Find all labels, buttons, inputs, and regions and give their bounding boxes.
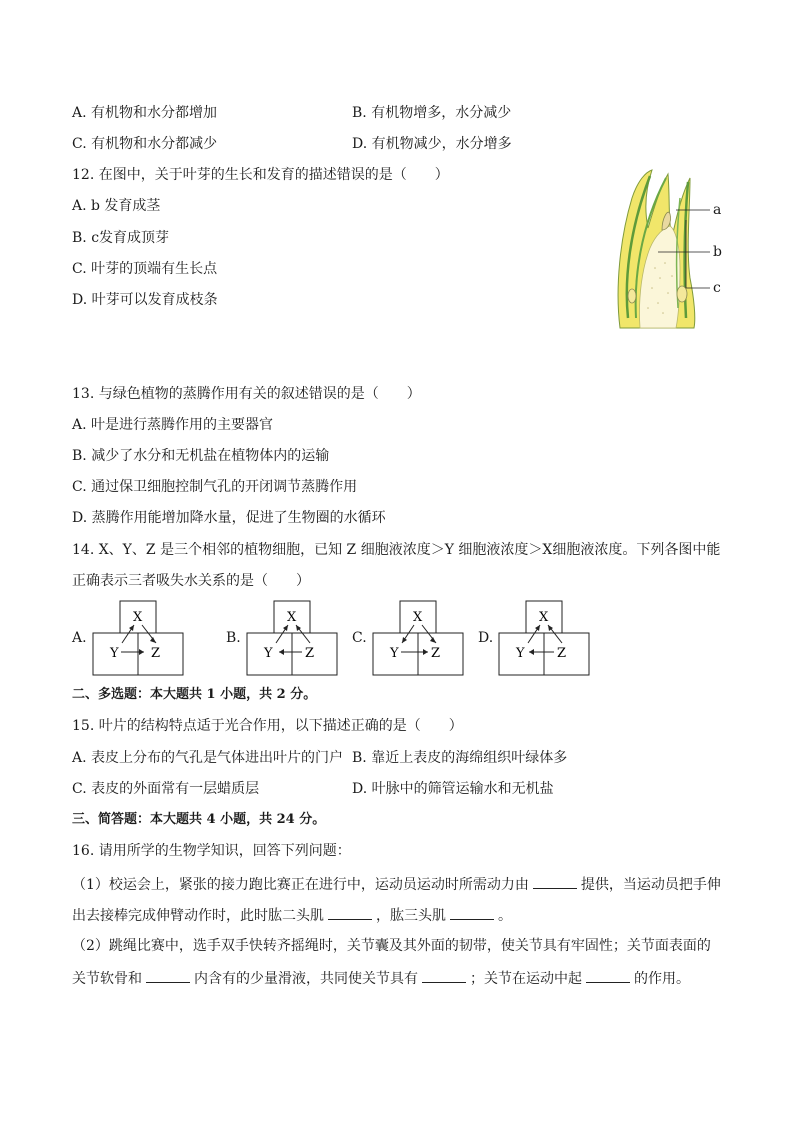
q14-diagram-c [372, 600, 464, 676]
q16-blank-power-source[interactable] [533, 874, 577, 889]
leaf-bud-illustration [610, 168, 730, 333]
q16-blank-function[interactable] [586, 968, 630, 983]
q14-d-z: Z [557, 646, 567, 661]
q14-diagram-d [498, 600, 590, 676]
q15-stem: 15. 叶片的结构特点适于光合作用，以下描述正确的是（ ） [72, 718, 463, 734]
q14-d-x: X [539, 610, 549, 625]
q16-part1-text-e: 。 [498, 908, 512, 924]
q16-blank-flexibility[interactable] [422, 968, 466, 983]
q14-b-y: Y [264, 646, 273, 661]
q16-blank-biceps[interactable] [328, 905, 372, 920]
q16-part1-line2 [72, 905, 512, 925]
q13-option-b: B. 减少了水分和无机盐在植物体内的运输 [72, 448, 330, 464]
section3-heading: 三、简答题：本大题共 4 小题，共 24 分。 [72, 812, 326, 827]
q14-option-c-letter: C. [352, 630, 367, 646]
q15-option-a: A. 表皮上分布的气孔是气体进出叶片的门户 [72, 750, 344, 766]
leaf-bud-label-a: a [713, 202, 722, 218]
q14-option-d-letter: D. [478, 630, 494, 646]
q14-b-z: Z [305, 646, 315, 661]
q16-part2-text-d: 的作用。 [634, 971, 690, 987]
q16-part2-line1: （2）跳绳比赛中，选手双手快转齐摇绳时，关节囊及其外面的韧带，使关节具有牢固性；关节面表面的 [72, 938, 711, 954]
q15-option-b: B. 靠近上表皮的海绵组织叶绿体多 [352, 750, 568, 766]
q14-c-y: Y [390, 646, 399, 661]
q11-option-b: B. 有机物增多，水分减少 [352, 105, 512, 121]
q14-c-z: Z [431, 646, 441, 661]
q16-part1-text-a: （1）校运会上，紧张的接力跑比赛正在进行中，运动员运动时所需动力由 [72, 877, 529, 893]
q16-part1-text-d: ，肱三头肌 [376, 908, 446, 924]
q14-a-y: Y [110, 646, 119, 661]
q14-stem-line2: 正确表示三者吸失水关系的是（ ） [72, 573, 310, 589]
q14-diagram-a [92, 600, 184, 676]
q14-a-z: Z [151, 646, 161, 661]
q16-blank-triceps[interactable] [450, 905, 494, 920]
leaf-bud-label-c: c [713, 280, 721, 296]
q15-option-c: C. 表皮的外面常有一层蜡质层 [72, 781, 260, 797]
q14-option-b-letter: B. [226, 630, 241, 646]
q16-blank-joint-cavity[interactable] [146, 968, 190, 983]
leaf-bud-figure [610, 168, 730, 333]
q11-option-a: A. 有机物和水分都增加 [72, 105, 218, 121]
section2-heading: 二、多选题：本大题共 1 小题，共 2 分。 [72, 687, 317, 702]
q16-part2-line2 [72, 968, 690, 988]
q12-option-a: A. b 发育成茎 [72, 198, 161, 214]
leaf-bud-label-b: b [713, 244, 722, 260]
q13-option-a: A. 叶是进行蒸腾作用的主要器官 [72, 417, 274, 433]
q14-c-x: X [413, 610, 423, 625]
q12-stem: 12. 在图中，关于叶芽的生长和发育的描述错误的是（ ） [72, 167, 449, 183]
q16-part1-text-c: 出去接棒完成伸臂动作时，此时肱二头肌 [72, 908, 324, 924]
q16-part1-text-b: 提供，当运动员把手伸 [580, 877, 721, 893]
q13-stem: 13. 与绿色植物的蒸腾作用有关的叙述错误的是（ ） [72, 386, 421, 402]
q11-option-c: C. 有机物和水分都减少 [72, 136, 218, 152]
q14-a-x: X [133, 610, 143, 625]
q12-option-c: C. 叶芽的顶端有生长点 [72, 261, 218, 277]
q14-d-y: Y [516, 646, 525, 661]
q16-part2-text-c: ；关节在运动中起 [470, 971, 582, 987]
q13-option-c: C. 通过保卫细胞控制气孔的开闭调节蒸腾作用 [72, 479, 358, 495]
q16-part2-text-a: 关节软骨和 [72, 971, 142, 987]
q14-b-x: X [287, 610, 297, 625]
q15-option-d: D. 叶脉中的筛管运输水和无机盐 [352, 781, 554, 797]
q16-part2-text-b: 内含有的少量滑液，共同使关节具有 [194, 971, 418, 987]
q16-part1-line1 [72, 874, 721, 894]
q13-option-d: D. 蒸腾作用能增加降水量，促进了生物圈的水循环 [72, 510, 386, 526]
q14-diagram-b [246, 600, 338, 676]
q12-option-d: D. 叶芽可以发育成枝条 [72, 292, 218, 308]
q14-stem-line1: 14. X、Y、Z 是三个相邻的植物细胞，已知 Z 细胞液浓度＞Y 细胞液浓度＞X细胞液浓度。下列各图中能 [72, 542, 721, 558]
q14-option-a-letter: A. [72, 630, 87, 646]
q12-option-b: B. c发育成顶芽 [72, 230, 170, 246]
q11-option-d: D. 有机物减少，水分增多 [352, 136, 512, 152]
q16-stem: 16. 请用所学的生物学知识，回答下列问题： [72, 843, 351, 859]
